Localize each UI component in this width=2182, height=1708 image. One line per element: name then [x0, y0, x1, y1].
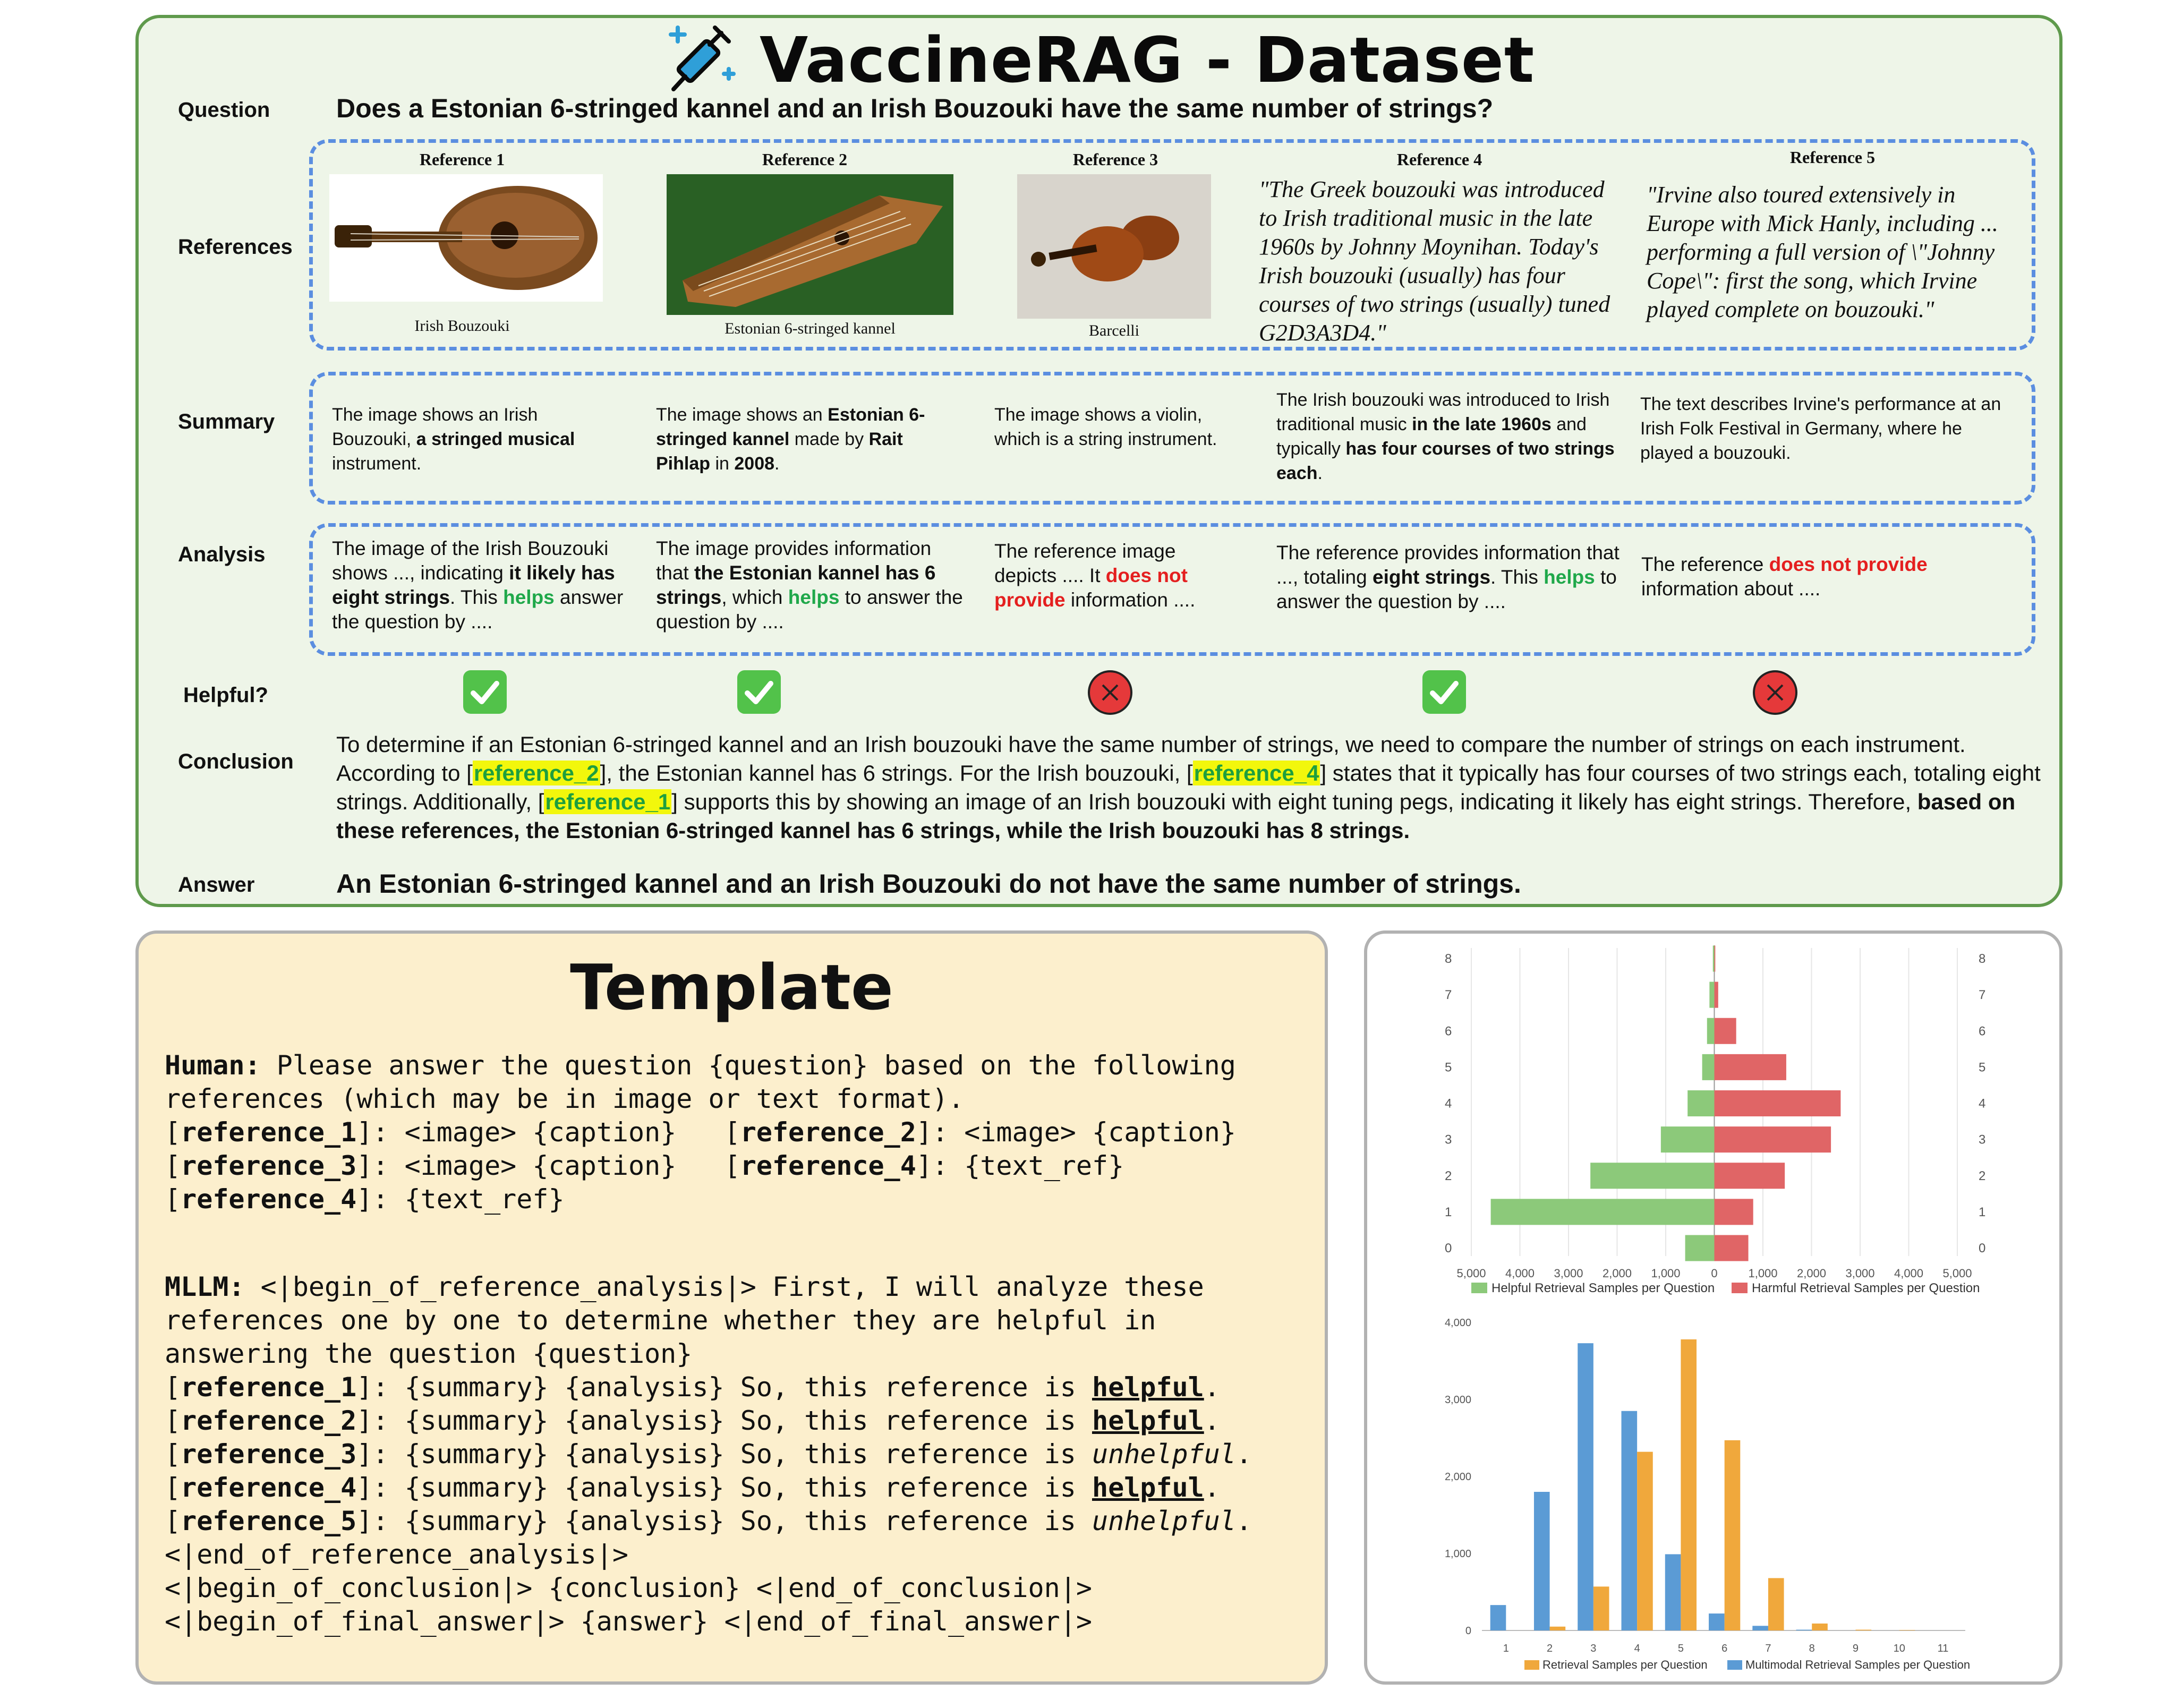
y-tick-label-right: 4: [1979, 1096, 1986, 1111]
harmful-bar: [1715, 1126, 1831, 1152]
helpful-label: Helpful?: [183, 684, 268, 707]
x-tick-label: 10: [1893, 1643, 1905, 1654]
reference-5-heading: Reference 5: [1789, 148, 1876, 167]
x-tick-label: 9: [1852, 1643, 1859, 1654]
retrieval-bar: [1681, 1339, 1697, 1630]
analysis-3: The reference image depicts .... It does not provide information ....: [994, 540, 1196, 611]
x-tick-label: 1: [1503, 1643, 1509, 1654]
syringe-icon: [664, 20, 744, 100]
harmful-bar: [1715, 1163, 1785, 1189]
legend-multimodal-swatch: [1727, 1660, 1742, 1670]
helpful-bar: [1661, 1126, 1715, 1152]
harmful-bar: [1715, 1199, 1753, 1225]
x-tick-label: 4,000: [1505, 1267, 1535, 1280]
legend-helpful-swatch: [1471, 1283, 1487, 1293]
x-tick-label: 4: [1634, 1643, 1640, 1654]
template-human-block: Human: Please answer the question {question} based on the following references (which may be in image or text format). [reference_1]: <image> {caption} [reference_2]: <image> {caption} [reference_3]: <image> {caption} [reference_4]: {text_ref} [reference_4]: {text_ref}: [165, 1050, 1236, 1215]
diverging-bar-chart: [1402, 943, 2026, 1296]
y-tick-label-right: 3: [1979, 1132, 1986, 1147]
retrieval-bar: [1637, 1452, 1653, 1630]
legend-helpful-label: Helpful Retrieval Samples per Question: [1491, 1281, 1715, 1295]
multimodal-bar: [1534, 1492, 1550, 1630]
summary-3: The image shows a violin, which is a string instrument.: [994, 405, 1217, 449]
harmful-bar: [1715, 1235, 1749, 1261]
references-label: References: [178, 235, 293, 259]
summary-2: The image shows an Estonian 6-stringed kannel made by Rait Pihlap in 2008.: [656, 405, 925, 474]
question-label: Question: [178, 98, 270, 122]
x-tick-label: 3,000: [1845, 1267, 1875, 1280]
harmful-bar: [1715, 1018, 1736, 1044]
x-tick-label: 6: [1721, 1643, 1728, 1654]
x-tick-label: 2: [1547, 1643, 1553, 1654]
helpful-bar: [1685, 1235, 1715, 1261]
multimodal-bar: [1752, 1626, 1768, 1630]
check-icon: [737, 670, 781, 714]
y-tick-label-right: 5: [1979, 1060, 1986, 1075]
template-mllm-block: MLLM: <|begin_of_reference_analysis|> First, I will analyze these references one by one to determine whether they are helpful in answering the question {question} [reference_1]: {summary} {analysis} So, this reference is helpful. [reference_2]: {summary} {analysis} So, this reference is helpful. [reference_3]: {summary} {analysis} So, this reference is unhelpful. [reference_4]: {summary} {analysis} So, this reference is helpful. [reference_5]: {summary} {analysis} So, this reference is unhelpful. <|end_of_reference_analysis|> <|begin_of_conclusion|> {conclusion} <|end_of_conclusion|> <|begin_of_final_answer|> {answer} <|end_of_final_answer|>: [165, 1271, 1252, 1637]
reference-2-heading: Reference 2: [762, 150, 848, 169]
legend-retrieval-label: Retrieval Samples per Question: [1542, 1658, 1708, 1671]
helpful-bar: [1707, 1018, 1715, 1044]
answer-text: An Estonian 6-stringed kannel and an Irish Bouzouki do not have the same number of strings.: [336, 869, 1521, 899]
y-tick-label-right: 7: [1979, 988, 1986, 1003]
reference-4-heading: Reference 4: [1396, 150, 1482, 169]
y-tick-label-left: 6: [1445, 1024, 1452, 1039]
y-tick-label-left: 5: [1445, 1060, 1452, 1075]
y-tick-label-left: 7: [1445, 988, 1452, 1003]
legend-harmful-label: Harmful Retrieval Samples per Question: [1752, 1281, 1980, 1295]
retrieval-bar: [1768, 1578, 1784, 1630]
helpful-bar: [1702, 1054, 1715, 1080]
y-tick-label-right: 0: [1979, 1241, 1986, 1256]
y-tick-label-left: 8: [1445, 952, 1452, 966]
helpful-bar: [1590, 1163, 1714, 1189]
retrieval-bar: [1593, 1586, 1609, 1630]
grouped-bar-chart: [1402, 1301, 2026, 1673]
helpful-bar: [1709, 982, 1714, 1008]
x-tick-label: 5,000: [1456, 1267, 1486, 1280]
analysis-1: The image of the Irish Bouzouki shows ..., indicating it likely has eight strings. This helps answer the question by ....: [332, 537, 624, 633]
retrieval-bar: [1812, 1624, 1828, 1630]
x-tick-label: 3,000: [1554, 1267, 1583, 1280]
y-tick-label-right: 2: [1979, 1168, 1986, 1183]
x-tick-label: 5,000: [1942, 1267, 1972, 1280]
harmful-bar: [1715, 982, 1718, 1008]
x-tick-label: 8: [1809, 1643, 1815, 1654]
y-tick-label: 1,000: [1444, 1548, 1471, 1560]
conclusion-label: Conclusion: [178, 750, 294, 773]
reference-2-caption: Estonian 6-stringed kannel: [725, 320, 896, 337]
template-title: Template: [570, 951, 893, 1024]
dataset-title: VaccineRAG - Dataset: [760, 23, 1535, 97]
harmful-bar: [1715, 945, 1716, 971]
y-tick-label: 4,000: [1444, 1317, 1471, 1329]
helpful-bar: [1713, 945, 1715, 971]
retrieval-bar: [1550, 1627, 1566, 1630]
x-tick-label: 3: [1590, 1643, 1597, 1654]
harmful-bar: [1715, 1090, 1841, 1116]
summary-5: The text describes Irvine's performance at an Irish Folk Festival in Germany, where he played a bouzouki.: [1640, 394, 2001, 463]
x-tick-label: 1,000: [1748, 1267, 1778, 1280]
y-tick-label-left: 0: [1445, 1241, 1452, 1256]
multimodal-bar: [1622, 1411, 1638, 1630]
dataset-title-row: [664, 20, 1535, 100]
legend-retrieval-swatch: [1524, 1660, 1539, 1670]
cross-icon: [1753, 670, 1797, 715]
harmful-bar: [1715, 1054, 1786, 1080]
y-tick-label-left: 4: [1445, 1096, 1452, 1111]
y-tick-label-left: 2: [1445, 1168, 1452, 1183]
legend-multimodal-label: Multimodal Retrieval Samples per Question: [1745, 1658, 1971, 1671]
analysis-5: The reference does not provide information about ....: [1641, 553, 1928, 600]
multimodal-bar: [1490, 1605, 1506, 1630]
estonian-kannel-image: [667, 174, 953, 315]
multimodal-bar: [1665, 1554, 1681, 1630]
y-tick-label: 0: [1465, 1625, 1471, 1637]
reference-5-text: "Irvine also toured extensively in Europe with Mick Hanly, including ... performing a full version of \"Johnny Cope\": first the song, which Irvine played complete on bouzouki.": [1647, 182, 1998, 322]
y-tick-label: 3,000: [1444, 1394, 1471, 1406]
x-tick-label: 5: [1677, 1643, 1684, 1654]
multimodal-bar: [1578, 1343, 1593, 1630]
reference-1-heading: Reference 1: [419, 150, 505, 169]
y-tick-label-left: 1: [1445, 1205, 1452, 1219]
legend-harmful-swatch: [1732, 1283, 1748, 1293]
y-tick-label-right: 1: [1979, 1205, 1986, 1219]
helpful-bar: [1687, 1090, 1714, 1116]
x-tick-label: 2,000: [1796, 1267, 1827, 1280]
analysis-2: The image provides information that the Estonian kannel has 6 strings, which helps to answer the question by ....: [656, 537, 963, 633]
x-tick-label: 4,000: [1894, 1267, 1924, 1280]
reference-3-caption: Barcelli: [1089, 322, 1139, 339]
analysis-label: Analysis: [178, 543, 266, 566]
summary-4: The Irish bouzouki was introduced to Irish traditional music in the late 1960s and typically has four courses of two strings each.: [1276, 390, 1615, 483]
x-tick-label: 2,000: [1602, 1267, 1632, 1280]
x-tick-label: 1,000: [1651, 1267, 1681, 1280]
y-tick-label-left: 3: [1445, 1132, 1452, 1147]
reference-4-text: "The Greek bouzouki was introduced to Irish traditional music in the late 1960s by Johnny Moynihan. Today's Irish bouzouki (usually) has four courses of two strings (usually) tuned G2D3A3D4.": [1259, 176, 1610, 346]
reference-3-heading: Reference 3: [1072, 150, 1158, 169]
multimodal-bar: [1709, 1613, 1725, 1630]
y-tick-label-right: 6: [1979, 1024, 1986, 1039]
y-tick-label: 2,000: [1444, 1471, 1471, 1483]
summary-1: The image shows an Irish Bouzouki, a stringed musical instrument.: [332, 405, 575, 474]
retrieval-bar: [1725, 1440, 1741, 1630]
check-icon: [463, 670, 507, 714]
irish-bouzouki-image: [329, 174, 603, 302]
summary-label: Summary: [178, 410, 275, 433]
check-icon: [1422, 670, 1466, 714]
question-text: Does a Estonian 6-stringed kannel and an Irish Bouzouki have the same number of strings?: [336, 93, 1494, 123]
y-tick-label-right: 8: [1979, 952, 1986, 966]
answer-label: Answer: [178, 873, 255, 896]
violin-image: [1017, 174, 1211, 319]
analysis-4: The reference provides information that ..., totaling eight strings. This helps to answer the question by ....: [1276, 542, 1620, 612]
x-tick-label: 7: [1765, 1643, 1771, 1654]
x-tick-label: 0: [1711, 1267, 1718, 1280]
cross-icon: [1088, 670, 1132, 715]
conclusion-text: To determine if an Estonian 6-stringed kannel and an Irish bouzouki have the same number of strings, we need to compare the number of strings on each instrument. According to [reference_2], the Estonian kannel has 6 strings. For the Irish bouzouki, [reference_4] states that it typically has four courses of two strings each, totaling eight strings. Additionally, [reference_1] supports this by showing an image of an Irish bouzouki with eight tuning pegs, indicating it likely has eight strings. Therefore, based on these references, the Estonian 6-stringed kannel has 6 strings, while the Irish bouzouki has 8 strings.: [336, 732, 2041, 843]
reference-1-caption: Irish Bouzouki: [414, 317, 510, 335]
helpful-bar: [1491, 1199, 1715, 1225]
x-tick-label: 11: [1937, 1643, 1949, 1654]
